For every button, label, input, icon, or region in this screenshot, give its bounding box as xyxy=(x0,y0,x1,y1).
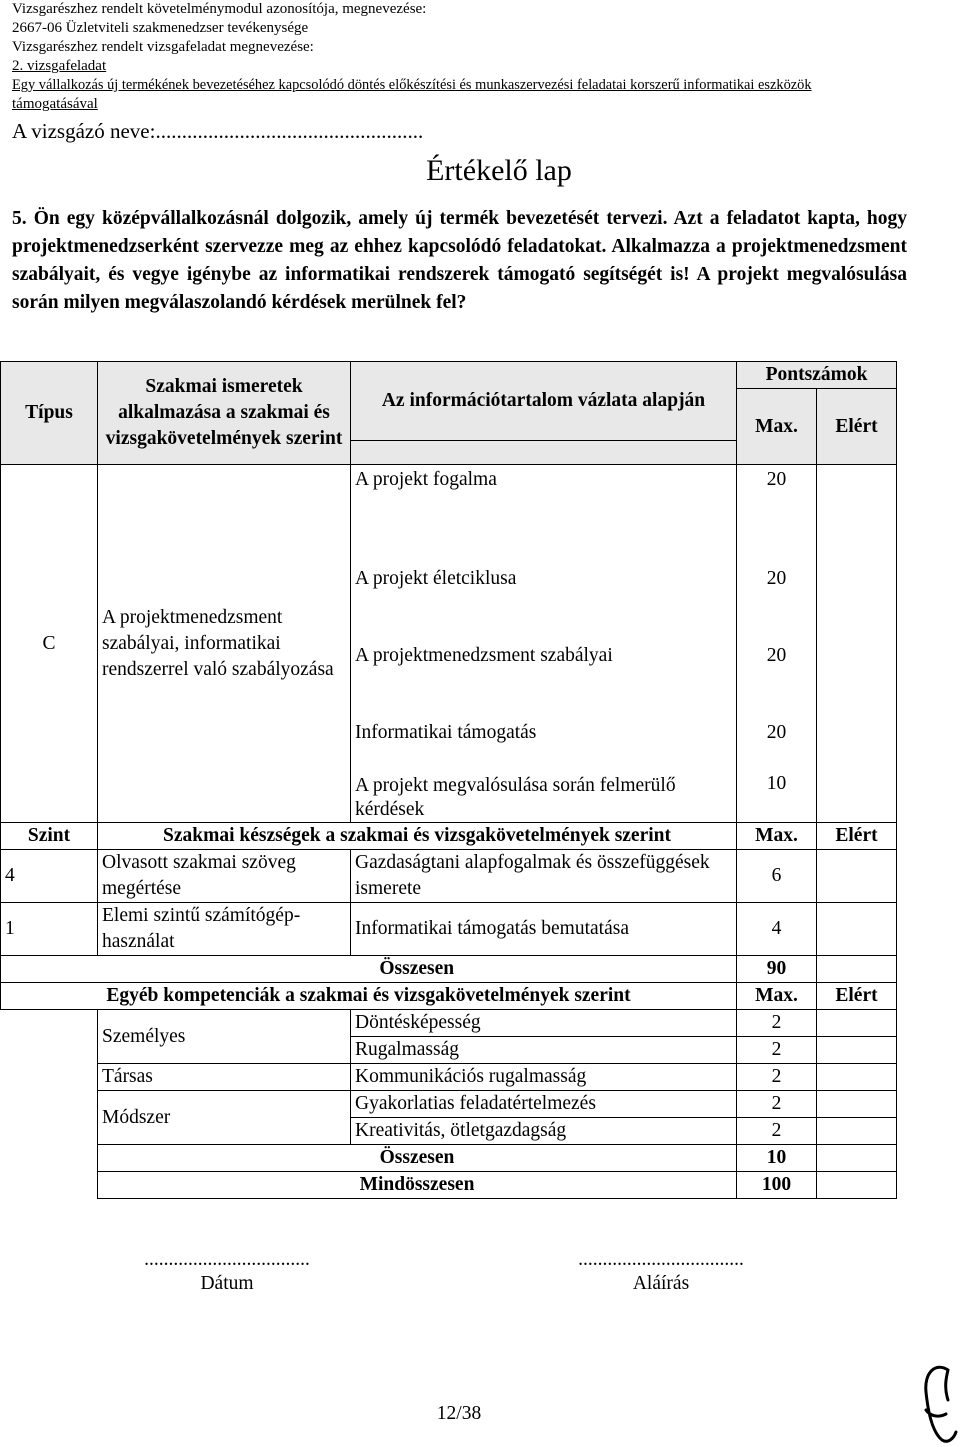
signature-label: Aláírás xyxy=(632,1273,690,1294)
page-header xyxy=(12,0,812,114)
skill-name: Olvasott szakmai szöveg megértése xyxy=(98,850,351,903)
subtotal-label: Összesen xyxy=(98,1145,737,1172)
total-elert xyxy=(817,956,897,983)
task-description: 5. Ön egy középvállalkozásnál dolgozik, amely új termék bevezetését tervezi. Azt a feladatot kapta, hogy projektmenedzserként szervezze meg az ehhez kapcsolódó feladatokat. Alkalmazza a projektmenedzsment szabályait, és vegye igénybe az informatikai rendszerek támogató segítségét is! A projekt megvalósulása során milyen megválaszolandó kérdések merülnek fel? xyxy=(12,208,907,313)
other-header-elert: Elért xyxy=(817,983,897,1010)
type-c-description: A projektmenedzsment szabályai, informatikai rendszerrel való szabályozása xyxy=(98,465,351,823)
skills-header-max: Max. xyxy=(737,823,817,850)
date-block xyxy=(96,1248,358,1296)
c-row-label: A projekt fogalma xyxy=(351,465,737,541)
comp-max: 2 xyxy=(737,1010,817,1037)
grand-total-elert xyxy=(817,1172,897,1199)
c-row-label: A projekt életciklusa xyxy=(351,541,737,617)
c-row-max: 20 xyxy=(737,541,817,617)
comp-label: Kreativitás, ötletgazdagság xyxy=(351,1118,737,1145)
handwritten-mark-icon xyxy=(918,1360,960,1445)
type-c: C xyxy=(1,465,98,823)
c-row-label: A projektmenedzsment szabályai xyxy=(351,617,737,695)
header-task-number: 2. vizsgafeladat xyxy=(12,58,107,74)
skill-name: Elemi szintű számítógép-használat xyxy=(98,903,351,956)
comp-label: Gyakorlatias feladatértelmezés xyxy=(351,1091,737,1118)
comp-elert xyxy=(817,1010,897,1037)
page-title-text: Értékelő lap xyxy=(426,154,572,187)
comp-group-tarsas: Társas xyxy=(98,1064,351,1091)
col-header-info: Az információtartalom vázlata alapján xyxy=(351,362,737,441)
signature-dots: .................................. xyxy=(578,1249,744,1270)
comp-elert xyxy=(817,1118,897,1145)
header-task-title: Egy vállalkozás új termékének bevezetéséhez kapcsolódó döntés előkészítési és munkaszervezési feladatai korszerű informatikai eszközök xyxy=(12,77,812,93)
col-header-elert: Elért xyxy=(817,389,897,465)
skill-content: Gazdaságtani alapfogalmak és összefüggések ismerete xyxy=(351,850,737,903)
skill-level: 1 xyxy=(1,903,98,956)
page-number: 12/38 xyxy=(436,1403,482,1424)
c-row-max: 20 xyxy=(737,465,817,541)
date-label: Dátum xyxy=(200,1273,254,1294)
comp-group-modszer: Módszer xyxy=(98,1091,351,1145)
grand-total-label: Mindösszesen xyxy=(98,1172,737,1199)
subtotal-elert xyxy=(817,1145,897,1172)
skills-header-elert: Elért xyxy=(817,823,897,850)
col-header-szakmai: Szakmai ismeretek alkalmazása a szakmai és vizsgakövetelmények szerint xyxy=(98,362,351,465)
header-filler xyxy=(351,441,737,465)
total-value: 90 xyxy=(737,956,817,983)
other-header: Egyéb kompetenciák a szakmai és vizsgakövetelmények szerint xyxy=(1,983,737,1010)
comp-group-szemelyes: Személyes xyxy=(98,1010,351,1064)
comp-elert xyxy=(817,1037,897,1064)
header-task-label: Vizsgarészhez rendelt vizsgafeladat megnevezése: xyxy=(12,39,314,55)
c-row-label: A projekt megvalósulása során felmerülő kérdések xyxy=(351,771,737,823)
c-row-max: 20 xyxy=(737,617,817,695)
header-module-name: 2667-06 Üzletviteli szakmenedzser tevékenysége xyxy=(12,20,309,36)
other-header-max: Max. xyxy=(737,983,817,1010)
skills-header: Szakmai készségek a szakmai és vizsgakövetelmények szerint xyxy=(98,823,737,850)
skill-level: 4 xyxy=(1,850,98,903)
comp-elert xyxy=(817,1091,897,1118)
skill-elert xyxy=(817,903,897,956)
comp-label: Rugalmasság xyxy=(351,1037,737,1064)
subtotal-value: 10 xyxy=(737,1145,817,1172)
c-row-max: 10 xyxy=(737,771,817,823)
comp-max: 2 xyxy=(737,1037,817,1064)
comp-label: Kommunikációs rugalmasság xyxy=(351,1064,737,1091)
skill-content: Informatikai támogatás bemutatása xyxy=(351,903,737,956)
skill-elert xyxy=(817,850,897,903)
col-header-max: Max. xyxy=(737,389,817,465)
comp-max: 2 xyxy=(737,1064,817,1091)
header-module-label: Vizsgarészhez rendelt követelménymodul azonosítója, megnevezése: xyxy=(12,1,427,17)
skill-max: 6 xyxy=(737,850,817,903)
col-header-tipus: Típus xyxy=(1,362,98,465)
c-row-label: Informatikai támogatás xyxy=(351,695,737,771)
comp-max: 2 xyxy=(737,1118,817,1145)
date-dots: .................................. xyxy=(144,1249,310,1270)
page-title xyxy=(0,154,918,188)
c-row-elert xyxy=(817,465,897,823)
total-label: Összesen xyxy=(98,956,737,983)
evaluation-table xyxy=(0,361,897,1199)
skill-max: 4 xyxy=(737,903,817,956)
col-header-pontszamok: Pontszámok xyxy=(737,362,897,389)
comp-elert xyxy=(817,1064,897,1091)
comp-label: Döntésképesség xyxy=(351,1010,737,1037)
comp-max: 2 xyxy=(737,1091,817,1118)
examinee-name-field: A vizsgázó neve:................................................... xyxy=(12,119,424,143)
c-row-max: 20 xyxy=(737,695,817,771)
grand-total-value: 100 xyxy=(737,1172,817,1199)
header-task-title-cont: támogatásával xyxy=(12,96,98,112)
skills-header-szint: Szint xyxy=(1,823,98,850)
signature-block xyxy=(530,1248,792,1296)
